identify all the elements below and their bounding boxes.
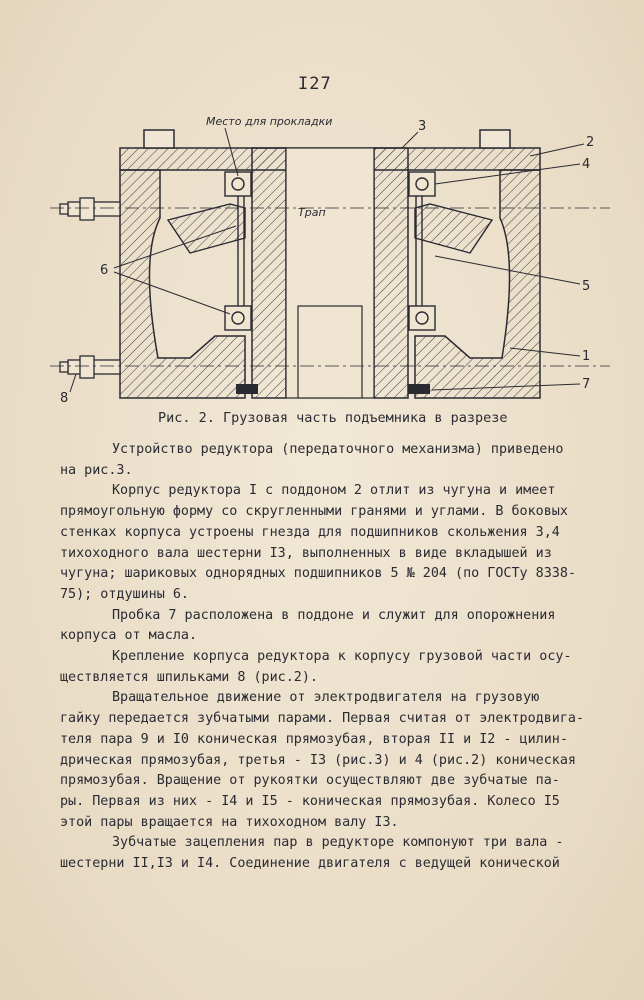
gasket-place-label: Место для прокладки [206,115,333,128]
body-text [60,440,606,875]
text-line: теля пара 9 и I0 коническая прямозубая, вторая II и I2 - цилин- [60,731,568,747]
text-line: Пробка 7 расположена в поддоне и служит для опорожнения [112,607,556,623]
top-bolt-left [144,130,174,148]
bearing-bottom-left [225,306,251,330]
trap-label: Трап [298,206,326,219]
bearing-bottom-right [409,306,435,330]
text-line: Зубчатые зацепления пар в редукторе компонуют три вала - [112,835,564,851]
text-line: Вращательное движение от электродвигателя на грузовую [112,690,540,706]
callout-2: 2 [586,135,595,150]
sleeve-right [374,148,408,398]
text-line: дрическая прямозубая, третья - I3 (рис.3) и 4 (рис.2) коническая [60,752,576,768]
stud-lower [60,356,120,378]
text-line: тихоходного вала шестерни I3, выполненных в виде вкладышей из [60,545,552,561]
text-line: чугуна; шариковых однорядных подшипников 5 № 204 (по ГОСТу 8338- [60,566,576,582]
callout-4: 4 [582,157,591,172]
text-line: этой пары вращается на тихоходном валу I3. [60,814,399,830]
bevel-gear-right [415,204,492,253]
text-line: стенках корпуса устроены гнезда для подшипников скольжения 3,4 [60,524,560,540]
top-bolt-right [480,130,510,148]
callout-8: 8 [60,391,69,406]
paragraph [60,688,606,833]
callout-6: 6 [100,263,109,278]
text-line: прямозубая. Вращение от рукоятки осуществляют две зубчатые па- [60,773,560,789]
drain-plug-left [236,384,258,394]
paragraph [60,606,606,647]
cross-section-figure [40,108,620,408]
paragraph [60,440,606,481]
text-line: Устройство редуктора (передаточного механизма) приведено [112,442,564,457]
sleeve-left [252,148,286,398]
text-line: корпуса от масла. [60,628,198,644]
figure-caption: Рис. 2. Грузовая часть подъемника в разрезе [158,410,508,426]
cross-section-drawing [40,108,620,408]
callout-7: 7 [582,377,591,392]
lower-sleeve [298,306,362,398]
body-right-wall [415,170,540,398]
text-line: шестерни II,I3 и I4. Соединение двигателя с ведущей конической [60,856,560,872]
text-line: 75); отдушины 6. [60,586,189,602]
bearing-top-right [409,172,435,196]
body-left-wall [120,170,245,398]
text-line: ществляется шпильками 8 (рис.2). [60,669,318,685]
stud-upper [60,198,120,220]
callout-1: 1 [582,349,591,364]
paragraph [60,481,606,605]
text-line: прямоугольную форму со скругленными гранями и углами. В боковых [60,504,568,520]
paragraph [60,647,606,688]
page-number: I27 [298,74,332,94]
text-line: гайку передается зубчатыми парами. Первая считая от электродвига- [60,711,585,727]
text-line: ры. Первая из них - I4 и I5 - коническая прямозубая. Колесо I5 [60,793,560,809]
drain-plug-right [408,384,430,394]
text-line: на рис.3. [60,462,133,478]
paragraph [60,833,606,874]
callout-3: 3 [418,119,427,134]
text-line: Корпус редуктора I с поддоном 2 отлит из чугуна и имеет [112,483,556,499]
text-line: Крепление корпуса редуктора к корпусу грузовой части осу- [112,649,572,665]
callout-5: 5 [582,279,591,294]
